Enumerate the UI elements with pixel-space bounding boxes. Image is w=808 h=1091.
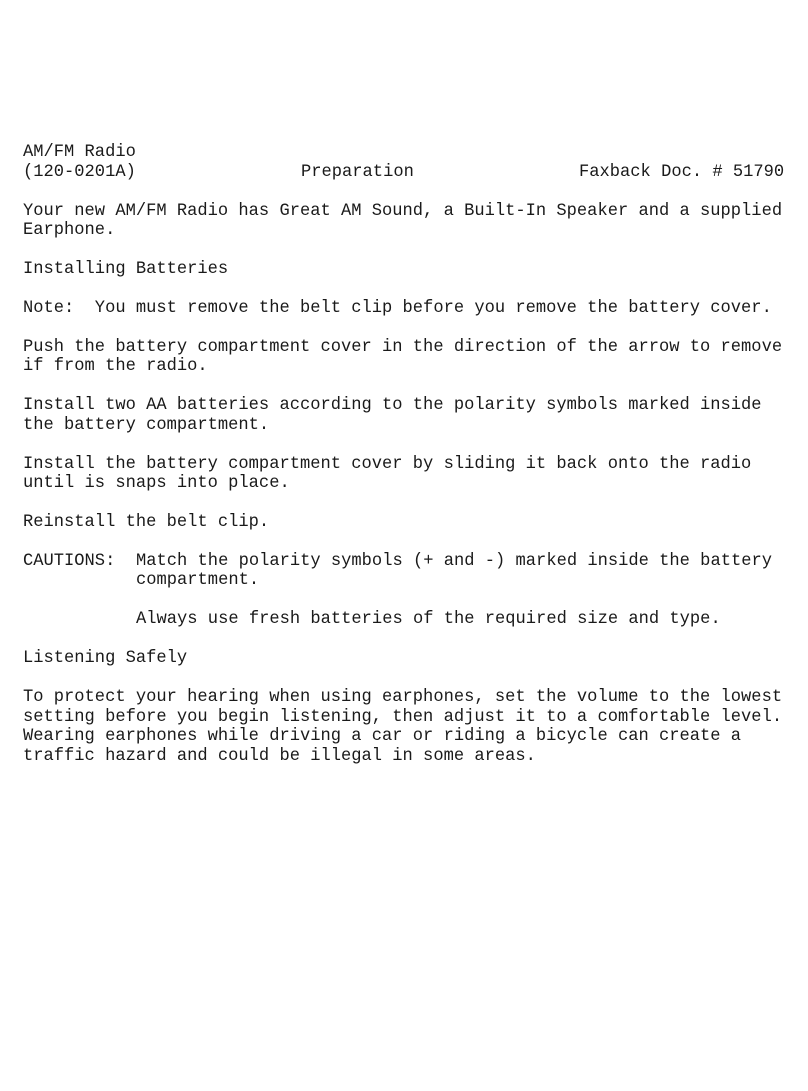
- intro-line-1: Your new AM/FM Radio has Great AM Sound, a Built-In Speaker and a supplied: [23, 202, 783, 221]
- caution-item-1-line-1: Match the polarity symbols (+ and -) marked inside the battery: [136, 552, 772, 571]
- listening-line-1: To protect your hearing when using earphones, set the volume to the lowest: [23, 688, 783, 707]
- listening-line-4: traffic hazard and could be illegal in some areas.: [23, 747, 536, 766]
- header-section: Preparation: [301, 163, 414, 182]
- cover-paragraph-line-2: until is snaps into place.: [23, 474, 290, 493]
- section-heading-installing: Installing Batteries: [23, 260, 229, 279]
- caution-item-2: Always use fresh batteries of the required size and type.: [136, 610, 721, 629]
- install-paragraph-line-2: the battery compartment.: [23, 416, 270, 435]
- section-heading-listening: Listening Safely: [23, 649, 188, 668]
- install-paragraph-line-1: Install two AA batteries according to the polarity symbols marked inside: [23, 396, 762, 415]
- header-doc-id: Faxback Doc. # 51790: [579, 163, 785, 182]
- caution-item-1-line-2: compartment.: [136, 571, 260, 590]
- note-paragraph: Note: You must remove the belt clip before you remove the battery cover.: [23, 299, 772, 318]
- cautions-label: CAUTIONS:: [23, 552, 116, 571]
- listening-line-2: setting before you begin listening, then adjust it to a comfortable level.: [23, 708, 783, 727]
- intro-line-2: Earphone.: [23, 221, 116, 240]
- push-paragraph-line-1: Push the battery compartment cover in the direction of the arrow to remove: [23, 338, 783, 357]
- header-product: AM/FM Radio: [23, 143, 136, 162]
- header-model: (120-0201A): [23, 163, 136, 182]
- reinstall-paragraph: Reinstall the belt clip.: [23, 513, 270, 532]
- push-paragraph-line-2: if from the radio.: [23, 357, 208, 376]
- listening-line-3: Wearing earphones while driving a car or riding a bicycle can create a: [23, 727, 742, 746]
- cover-paragraph-line-1: Install the battery compartment cover by sliding it back onto the radio: [23, 455, 752, 474]
